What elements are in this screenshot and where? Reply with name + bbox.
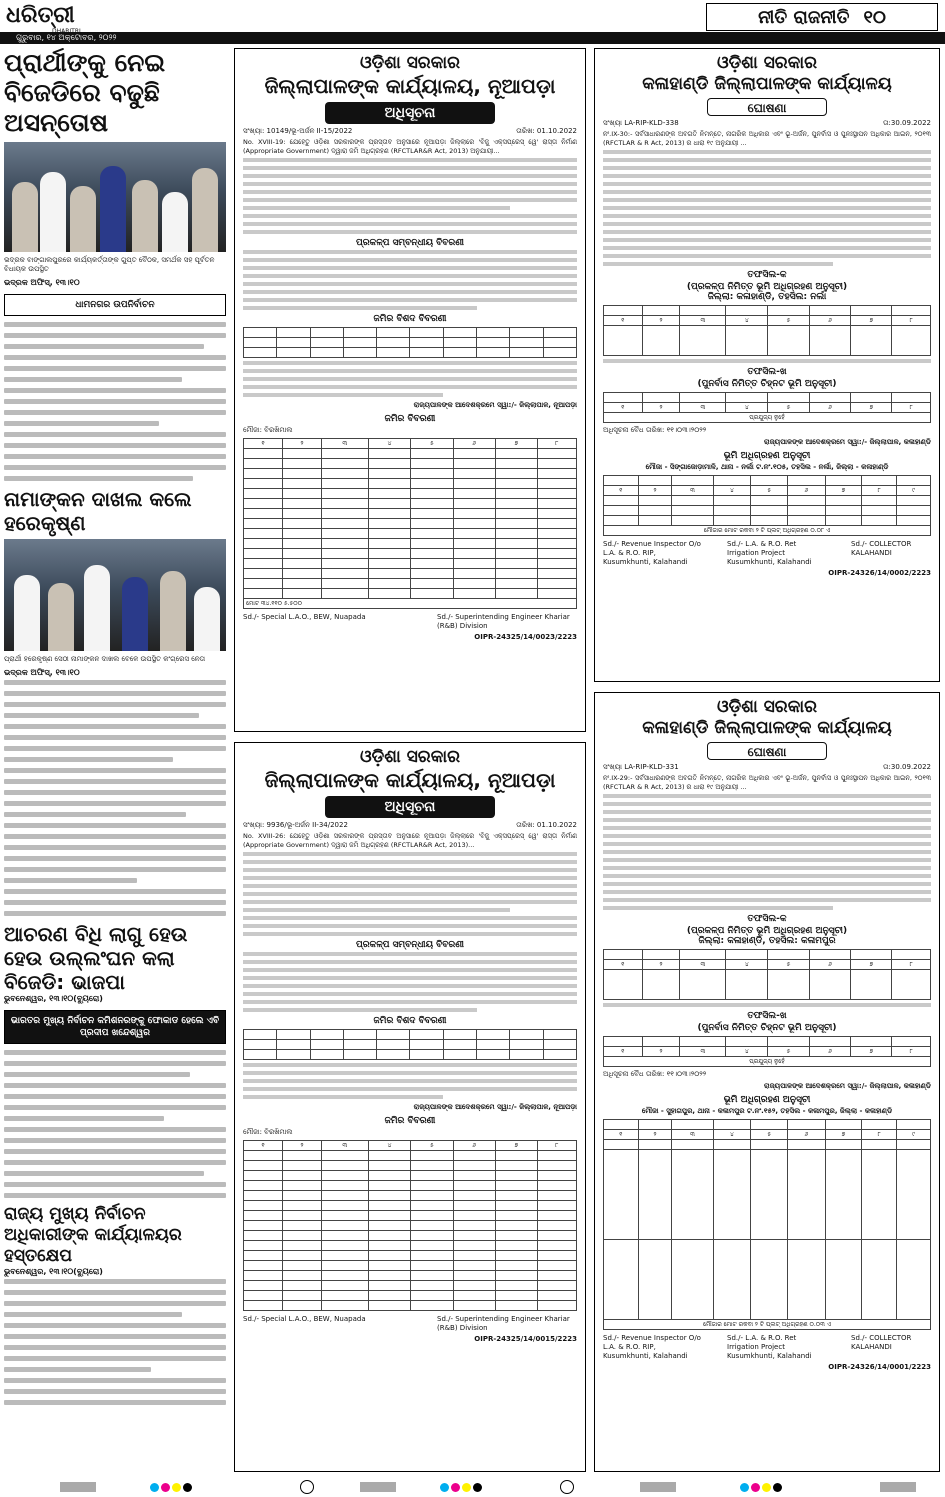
notice3-sig1: Sd./- Revenue Inspector O/o L.A. & R.O. RIP, Kusumkhunti, Kalahandi: [603, 540, 701, 566]
notice3-sched-b-table: ୧ ୨ ୩ ୪ ୫ ୬ ୭ ୮ ପ୍ରଯୁଜ୍ୟ ନୁହେଁ: [603, 392, 931, 423]
story2-caption: ପ୍ରାର୍ଥୀ ହରେକୃଷ୍ଣ ସେଠୀ ନାମାଙ୍କନ ଦାଖଲ ବେଳେ ଉପସ୍ଥିତ କଂଗ୍ରେସ ନେତା: [4, 655, 206, 663]
cmyk-swatch: [150, 1483, 192, 1492]
notice4-objection-date: ଅଧିସୂଚନା ବୈଧ ତାରିଖ: ୧୧।୦୩।୨୦୨୨: [603, 1070, 707, 1078]
notice1-land-head: ଜମିର ବିଶଦ ବିବରଣୀ: [373, 314, 447, 324]
notice2-order: ରାଜ୍ୟପାଳଙ୍କ ଆଦେଶକ୍ରମେ ସ୍ୱା:/- ଜିଲ୍ଲାପାଳ, ନୂଆପଡ଼ା: [413, 1103, 577, 1111]
notice3-sched-c-head: ଭୂମି ଅଧିଗ୍ରହଣ ଅନୁସୂଚୀ: [723, 451, 811, 461]
notice4-lead: ନଂ.IX-29:- ସର୍ବସାଧାରଣଙ୍କ ଅବଗତି ନିମନ୍ତେ, ନାଗରିକ ଅଧିକାର ଏବଂ ଭୂ-ଅର୍ଜନ, ପୁନର୍ବାସ ଓ ପୁନଃସ୍ଥାପନ ଅଧିକାର ଆଇନ, ୨୦୧୩ (RFCTLAR & R Act, 2013) ର ଧାରା ୧୯ ଅନୁଯାୟୀ ...: [603, 774, 931, 791]
notice1-lead: No. XVIII-19: ଯେହେତୁ ଓଡ଼ିଶା ସରକାରଙ୍କ ପ୍ରସ୍ତାବ ଅନୁସାରେ ନୂଆପଡ଼ା ଜିଲ୍ଲାରେ 'ବିଜୁ ଏକ୍ସପ୍ରେସ୍‌ ୱେ' ରାସ୍ତା ନିର୍ମାଣ (Appropriate Government) ଦ୍ୱାରା ଜମି ଅଧିଗ୍ରହଣ (RFCTLAR&R Act, 2013) ଅନୁଯାୟୀ...: [243, 138, 577, 155]
notice3-sched-a-note: [603, 359, 931, 363]
logo-text: ଧରିତ୍ରୀ: [6, 2, 75, 28]
notice3-sig2: Sd./- L.A. & R.O. Ret Irrigation Project Kusumkhunti, Kalahandi: [727, 540, 812, 566]
notice4-date: ତା:30.09.2022: [882, 763, 931, 771]
notice1-land-head2: ଜମିର ବିବରଣୀ: [384, 414, 436, 424]
notice3-office: କଳାହାଣ୍ଡି ଜିଲ୍ଲାପାଳଙ୍କ କାର୍ଯ୍ୟାଳୟ: [642, 74, 892, 94]
story2-byline: ଭଦ୍ରକ ଅଫିସ୍, ୧୩।୧୦: [4, 668, 80, 677]
notice4-total: ମୌଜାର ମୋଟ ରକବା ୨ ଟି ପ୍ଲଟ୍ ଅଧିଗ୍ରହଣ ୦.୦୩ ଏ: [604, 1320, 931, 1330]
notice1-sig2: Sd./- Superintending Engineer Khariar (R&B) Division: [437, 613, 570, 630]
notice4-body: [603, 794, 931, 910]
notice4-objection-row: [603, 1070, 931, 1079]
notice-nuapada-2: [234, 742, 586, 1472]
page-number: ୧୦: [863, 6, 886, 28]
notice4-sig2: Sd./- L.A. & R.O. Ret Irrigation Project Kusumkhunti, Kalahandi: [727, 1334, 812, 1360]
notice2-refrow: [243, 821, 577, 830]
notice2-body: [243, 852, 577, 936]
notice3-type: ଘୋଷଣା: [707, 98, 827, 116]
notice4-sched-a: ତଫସିଲ-କ: [747, 914, 787, 924]
story4-body: [4, 1279, 226, 1405]
story4-headline: ରାଜ୍ୟ ମୁଖ୍ୟ ନିର୍ବାଚନ ଅଧିକାରୀଙ୍କ କାର୍ଯ୍ୟାଳୟର ହସ୍ତକ୍ଷେପ: [4, 1204, 182, 1266]
story3-body: [4, 1050, 226, 1198]
notice4-govt: ଓଡ଼ିଶା ସରକାର: [716, 697, 818, 717]
notice1-govt: ଓଡ଼ିଶା ସରକାର: [359, 53, 461, 73]
notice2-type: ଅଧିସୂଚନା: [325, 796, 495, 818]
notice3-order: ରାଜ୍ୟପାଳଙ୍କ ଆଦେଶକ୍ରମେ ସ୍ୱା:/- ଜିଲ୍ଲାପାଳ, କଳାହାଣ୍ଡି: [764, 438, 931, 446]
notice2-date: ତାରିଖ: 01.10.2022: [516, 821, 577, 829]
notice3-date: ତା:30.09.2022: [882, 119, 931, 127]
notice1-land-body: [243, 361, 577, 397]
notice1-village: [243, 426, 577, 435]
notice1-land-detail-table: ୧ ୨ ୩ ୪ ୫ ୬ ୭ ୮ ମୋଟ ୩୪.୧୧୦ ୫.୫୦୦: [243, 438, 577, 609]
notice2-office: ଜିଲ୍ଲାପାଳଙ୍କ କାର୍ଯ୍ୟାଳୟ, ନୂଆପଡ଼ା: [264, 768, 556, 792]
notice3-sched-b: ତଫସିଲ-ଖ: [747, 367, 787, 377]
notice4-district: ଜିଲ୍ଲା: କଳାହାଣ୍ଡି, ତହସିଲ: କଳାମପୁର: [698, 936, 836, 946]
notice3-sched-a-table: ୧ ୨ ୩ ୪ ୫ ୬ ୭ ୮: [603, 305, 931, 356]
notice3-sched-c-table: ୧ ୨ ୩ ୪ ୫ ୬ ୭ ୮ ୯ ମୌଜାର ମୋଟ ରକବା ୨ ଟି ପ୍ଲଟ୍ ଅଧିଗ୍ରହଣ ୦.୦୮ ଏ: [603, 475, 931, 536]
grey-patch: [640, 1482, 676, 1492]
notice4-type: ଘୋଷଣା: [707, 742, 827, 760]
notice4-order: ରାଜ୍ୟପାଳଙ୍କ ଆଦେଶକ୍ରମେ ସ୍ୱା:/- ଜିଲ୍ଲାପାଳ, କଳାହାଣ୍ଡି: [764, 1082, 931, 1090]
notice2-oipr: OIPR-24325/14/0015/2223: [474, 1335, 577, 1343]
dateline: [0, 32, 945, 44]
notice1-ref: ସଂଖ୍ୟା: 10149/ଭୂ-ଅର୍ଜନ II-15/2022: [243, 127, 353, 135]
notice2-land-summary-table: [243, 1029, 577, 1060]
newspaper-logo: [6, 2, 136, 34]
notice3-sched-b-sub: (ପୁନର୍ବାସ ନିମିତ୍ତ ଚିହ୍ନଟ ଭୂମି ଅନୁସୂଚୀ): [697, 379, 837, 389]
story3-byline: ଭୁବନେଶ୍ୱର, ୧୩।୧୦(ବ୍ୟୁରୋ): [4, 994, 103, 1003]
notice2-village: [243, 1128, 577, 1137]
grey-patch: [880, 1482, 916, 1492]
notice3-mouza: ମୌଜା - ସିଙ୍ଗାଜୋଡ଼ାମାଳି, ଥାନା - ନର୍ଲା ଟ.ନଂ.୧୦୫, ତହସିଲ - ନର୍ଲା, ଜିଲ୍ଲା - କଳାହାଣ୍ଡି: [645, 463, 889, 471]
notice1-oipr: OIPR-24325/14/0023/2223: [474, 633, 577, 641]
notice4-signatures: [603, 1334, 931, 1361]
notice2-govt: ଓଡ଼ିଶା ସରକାର: [359, 747, 461, 767]
notice2-sig2: Sd./- Superintending Engineer Khariar (R&B) Division: [437, 1315, 570, 1332]
notice4-sched-a-sub: (ପ୍ରକଳ୍ପ ନିମିତ୍ତ ଭୂମି ଅଧିଗ୍ରହଣ ଅନୁସୂଚୀ): [686, 926, 848, 936]
notice2-ref: ସଂଖ୍ୟା: 9936/ଭୂ-ଅର୍ଜନ II-34/2022: [243, 821, 348, 829]
notice3-ref: ସଂଖ୍ୟା LA-RIP-KLD-338: [603, 119, 679, 127]
story1-photo: [4, 142, 226, 252]
cmyk-swatch: [440, 1483, 482, 1492]
notice1-type: ଅଧିସୂଚନା: [325, 102, 495, 124]
notice2-sig1: Sd./- Special L.A.O., BEW, Nuapada: [243, 1315, 366, 1323]
story4-byline: ଭୁବନେଶ୍ୱର, ୧୩।୧୦(ବ୍ୟୁରୋ): [4, 1267, 103, 1276]
notice1-total: ମୋଟ ୩୪.୧୧୦ ୫.୫୦୦: [244, 599, 577, 609]
notice-nuapada-1: [234, 48, 586, 732]
notice4-sig3: Sd./- COLLECTOR KALAHANDI: [851, 1334, 912, 1351]
notice1-body: [243, 158, 577, 234]
story3-headline: ଆଚରଣ ବିଧି ଲାଗୁ ହେଉ ହେଉ ଉଲ୍ଲଂଘନ କଲା ବିଜେଡି: ଭାଜପା: [4, 922, 188, 994]
notice3-district: ଜିଲ୍ଲା: କଳାହାଣ୍ଡି, ତହସିଲ: ନର୍ଲା: [707, 292, 827, 302]
notice2-signatures: [243, 1315, 577, 1333]
notice3-body: [603, 150, 931, 266]
print-marks-bar: [0, 1478, 945, 1497]
notice1-project-head: ପ୍ରକଳ୍ପ ସମ୍ବନ୍ଧୀୟ ବିବରଣୀ: [356, 238, 464, 248]
notice3-sched-a-sub: (ପ୍ରକଳ୍ପ ନିମିତ୍ତ ଭୂମି ଅଧିଗ୍ରହଣ ଅନୁସୂଚୀ): [686, 282, 848, 292]
cmyk-swatch: [740, 1483, 782, 1492]
notice4-office: କଳାହାଣ୍ଡି ଜିଲ୍ଲାପାଳଙ୍କ କାର୍ଯ୍ୟାଳୟ: [642, 718, 892, 738]
registration-mark-icon: [300, 1480, 314, 1494]
notice2-lead: No. XVIII-26: ଯେହେତୁ ଓଡ଼ିଶା ସରକାରଙ୍କ ପ୍ରସ୍ତାବ ଅନୁସାରେ ନୂଆପଡ଼ା ଜିଲ୍ଲାରେ 'ବିଜୁ ଏକ୍ସପ୍ରେସ୍‌ ୱେ' ରାସ୍ତା ନିର୍ମାଣ (Appropriate Government) ଦ୍ୱାରା ଜମି ଅଧିଗ୍ରହଣ (RFCTLAR&R Act, 2013)...: [243, 832, 577, 849]
notice1-refrow: [243, 127, 577, 136]
notice1-order: ରାଜ୍ୟପାଳଙ୍କ ଆଦେଶକ୍ରମେ ସ୍ୱା:/- ଜିଲ୍ଲାପାଳ, ନୂଆପଡ଼ା: [413, 401, 577, 409]
section-title-box: [706, 3, 938, 31]
story1-headline: ପ୍ରାର୍ଥୀଙ୍କୁ ନେଇ ବିଜେଡିରେ ବଢୁଛି ଅସନ୍ତୋଷ: [4, 48, 166, 137]
notice-kalahandi-2: [594, 692, 940, 1472]
notice1-project-body: [243, 250, 577, 310]
notice3-signatures: [603, 540, 931, 567]
notice4-ref: ସଂଖ୍ୟା LA-RIP-KLD-331: [603, 763, 679, 771]
masthead: [0, 0, 945, 44]
issue-date: ଗୁରୁବାର, ୧୪ ଅକ୍ଟୋବର, ୨୦୨୨: [16, 33, 117, 42]
story2-photo: [4, 539, 226, 651]
grey-patch: [360, 1482, 396, 1492]
notice1-land-summary-table: [243, 327, 577, 358]
notice4-sched-b-table: ୧ ୨ ୩ ୪ ୫ ୬ ୭ ୮ ପ୍ରଯୁଜ୍ୟ ନୁହେଁ: [603, 1036, 931, 1067]
notice1-sig1: Sd./- Special L.A.O., BEW, Nuapada: [243, 613, 366, 621]
notice3-refrow: [603, 119, 931, 128]
notice-kalahandi-1: [594, 48, 940, 682]
grey-patch: [60, 1482, 96, 1492]
notice4-mouza: ମୌଜା - ସୁହାଗପୁର, ଥାନା - କଳାମପୁର ଟ.ନଂ.୧୫୨, ତହସିଲ - କଳାମପୁର, ଜିଲ୍ଲା - କଳାହାଣ୍ଡି: [641, 1107, 893, 1115]
notice2-land-head2: ଜମିର ବିବରଣୀ: [384, 1116, 436, 1126]
notice3-objection-row: [603, 426, 931, 435]
story1-pullquote: ଧାମନଗର ଉପନିର୍ବାଚନ: [4, 294, 226, 316]
notice3-total: ମୌଜାର ମୋଟ ରକବା ୨ ଟି ପ୍ଲଟ୍ ଅଧିଗ୍ରହଣ ୦.୦୮ ଏ: [604, 526, 931, 536]
notice3-sched-a: ତଫସିଲ-କ: [747, 270, 787, 280]
story1-caption: ଭଦ୍ରକ ବାଙ୍ଗାଲପୁରରେ କାର୍ଯ୍ୟକର୍ତ୍ତାଙ୍କ ଗୁପ୍ତ ବୈଠକ, ସମର୍ଥକ ସହ ପୂର୍ବତନ ବିଧାୟକ ଉପସ୍ଥିତ: [4, 256, 215, 273]
story2-headline: ନାମାଙ୍କନ ଦାଖଲ କଲେ ହରେକୃଷ୍ଣ: [4, 487, 192, 535]
notice3-objection-date: ଅଧିସୂଚନା ବୈଧ ତାରିଖ: ୧୧।୦୩।୨୦୨୨: [603, 426, 707, 434]
notice3-lead: ନଂ.IX-30:- ସର୍ବସାଧାରଣଙ୍କ ଅବଗତି ନିମନ୍ତେ, ନାଗରିକ ଅଧିକାର ଏବଂ ଭୂ-ଅର୍ଜନ, ପୁନର୍ବାସ ଓ ପୁନଃସ୍ଥାପନ ଅଧିକାର ଆଇନ, ୨୦୧୩ (RFCTLAR & R Act, 2013) ର ଧାରା ୧୯ ଅନୁଯାୟୀ ...: [603, 130, 931, 147]
notice4-sched-a-table: ୧ ୨ ୩ ୪ ୫ ୬ ୭ ୮: [603, 949, 931, 1000]
notice2-land-head: ଜମିର ବିଶଦ ବିବରଣୀ: [373, 1016, 447, 1026]
notice2-village-name: ମୌଜା: ବିରଖିମାଲ: [243, 1128, 293, 1136]
notice4-sched-b-sub: (ପୁନର୍ବାସ ନିମିତ୍ତ ଚିହ୍ନଟ ଭୂମି ଅନୁସୂଚୀ): [697, 1023, 837, 1033]
notice2-project-head: ପ୍ରକଳ୍ପ ସମ୍ବନ୍ଧୀୟ ବିବରଣୀ: [356, 940, 464, 950]
notice1-village-name: ମୌଜା: ବିରଖିମାଲ: [243, 426, 293, 434]
notice4-sig1: Sd./- Revenue Inspector O/o L.A. & R.O. RIP, Kusumkhunti, Kalahandi: [603, 1334, 701, 1360]
notice1-office: ଜିଲ୍ଲାପାଳଙ୍କ କାର୍ଯ୍ୟାଳୟ, ନୂଆପଡ଼ା: [264, 74, 556, 98]
notice4-sched-b: ତଫସିଲ-ଖ: [747, 1011, 787, 1021]
notice2-land-body: [243, 1063, 577, 1099]
story2-body: [4, 680, 226, 916]
story1-body: [4, 322, 226, 481]
notice2-land-detail-table: ୧ ୨ ୩ ୪ ୫ ୬ ୭ ୮: [243, 1140, 577, 1311]
notice3-not-applicable: ପ୍ରଯୁଜ୍ୟ ନୁହେଁ: [604, 413, 931, 423]
section-title: ନୀତି ରାଜନୀତି: [758, 6, 850, 28]
notice4-not-applicable: ପ୍ରଯୁଜ୍ୟ ନୁହେଁ: [604, 1057, 931, 1067]
story1-byline: ଭଦ୍ରକ ଅଫିସ୍, ୧୩।୧୦: [4, 278, 80, 287]
notice3-govt: ଓଡ଼ିଶା ସରକାର: [716, 53, 818, 73]
notice4-sched-a-note: [603, 1003, 931, 1007]
notice1-signatures: [243, 613, 577, 631]
notice3-oipr: OIPR-24326/14/0002/2223: [828, 569, 931, 577]
registration-mark-icon: [560, 1480, 574, 1494]
notice1-date: ତାରିଖ: 01.10.2022: [516, 127, 577, 135]
notice4-oipr: OIPR-24326/14/0001/2223: [828, 1363, 931, 1371]
notice4-refrow: [603, 763, 931, 772]
news-column: [4, 48, 226, 1473]
notice4-sched-c-table: ୧ ୨ ୩ ୪ ୫ ୬ ୭ ୮ ୯ ମୌଜାର ମୋଟ ରକବା ୨ ଟି ପ୍ଲଟ୍ ଅଧିଗ୍ରହଣ ୦.୦୩ ଏ: [603, 1119, 931, 1330]
notice4-sched-c-head: ଭୂମି ଅଧିଗ୍ରହଣ ଅନୁସୂଚୀ: [723, 1095, 811, 1105]
notice3-sig3: Sd./- COLLECTOR KALAHANDI: [851, 540, 912, 557]
notice2-project-body: [243, 952, 577, 1012]
story3-pullquote: ଭାରତର ମୁଖ୍ୟ ନିର୍ବାଚନ କମିଶନରଙ୍କୁ ଫୋକାଡ ହେଲେ ଏବି ପ୍ରଦୀପ ଖନ୍ଦେଶ୍ୱର: [4, 1010, 226, 1044]
